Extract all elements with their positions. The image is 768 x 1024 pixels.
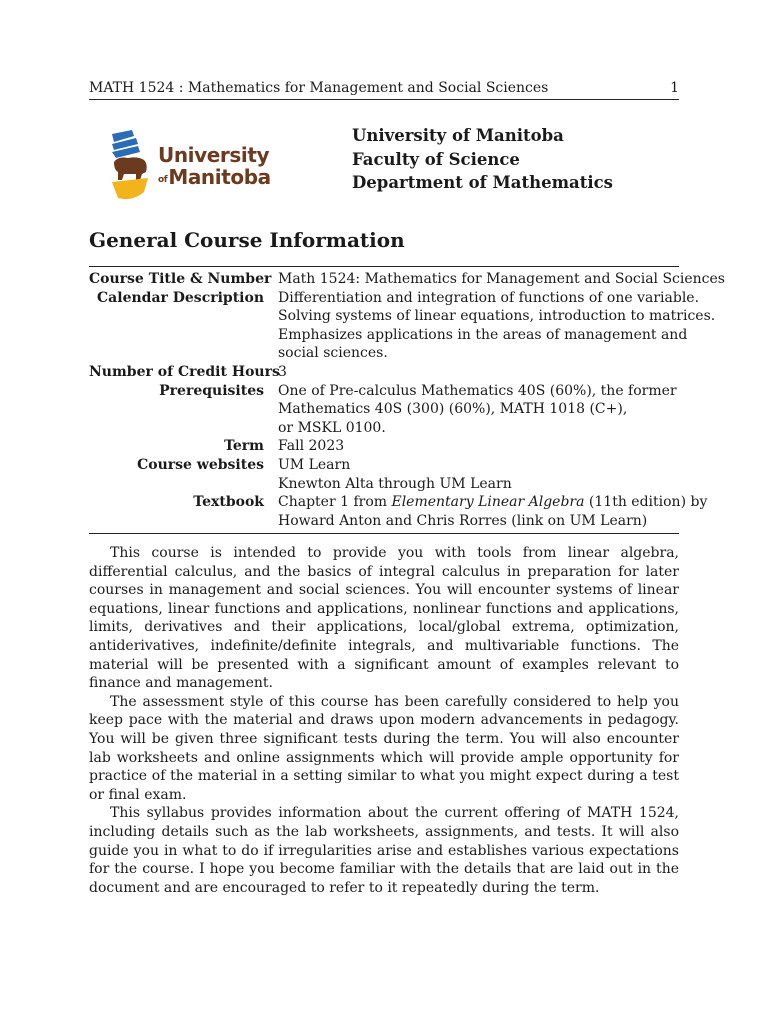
section-title: General Course Information <box>89 228 405 252</box>
info-line: Howard Anton and Chris Rorres (link on UM Learn) <box>278 512 648 529</box>
info-label: Textbook <box>193 494 264 511</box>
textbook-prefix: Chapter 1 from <box>278 494 392 511</box>
info-line: Solving systems of linear equations, introduction to matrices. <box>278 308 716 325</box>
info-line: Differentiation and integration of functions of one variable. <box>278 289 700 306</box>
textbook-title: Elementary Linear Algebra <box>391 494 585 511</box>
institution-block <box>352 124 613 195</box>
info-row <box>89 270 725 289</box>
info-value <box>278 270 725 289</box>
info-row-textbook <box>89 493 708 530</box>
faculty-name: Faculty of Science <box>352 149 520 169</box>
course-description <box>89 544 679 897</box>
page-number: 1 <box>670 80 679 96</box>
department-name: Department of Mathematics <box>352 173 613 192</box>
info-line: social sciences. <box>278 345 388 362</box>
logo-bison <box>114 157 147 180</box>
info-value <box>278 437 679 456</box>
logo-word-of: of <box>158 175 168 185</box>
info-label: Number of Credit Hours <box>89 363 280 380</box>
paragraph: This course is intended to provide you with tools from linear algebra, differential calculus, and the basics of integral calculus in preparation for later courses in management and social sciences. You will encounter systems of linear equations, linear functions and applications, nonlinear functions and applications, limits, derivatives and their applications, local/global extrema, optimization, antiderivatives, indefinite/definite integrals, and multivariable functions. The material will be presented with a significant amount of examples relevant to finance and management. <box>89 545 679 692</box>
university-logo <box>108 128 271 204</box>
info-line: or MSKL 0100. <box>278 419 386 436</box>
info-label: Prerequisites <box>159 382 264 399</box>
info-row <box>89 456 679 493</box>
paragraph: The assessment style of this course has been carefully considered to help you keep pace with the material and draws upon modern advancements in pedagogy. You will be given three significant tests during the term. You will also encounter lab worksheets and online assignments which will provide ample opportunity for practice of the material in a setting similar to what you might expect during a test or final exam. <box>89 693 679 803</box>
info-value <box>278 493 708 530</box>
info-line: One of Pre-calculus Mathematics 40S (60%), the former <box>278 382 677 399</box>
info-value <box>278 289 716 363</box>
logo-word-manitoba: Manitoba <box>168 165 271 189</box>
info-line: Fall 2023 <box>278 438 345 455</box>
info-line: Mathematics 40S (300) (60%), MATH 1018 (C+), <box>278 401 628 418</box>
university-name: University of Manitoba <box>352 126 564 145</box>
textbook-suffix: (11th edition) by <box>584 494 708 511</box>
info-line: Emphasizes applications in the areas of management and <box>278 326 688 343</box>
info-value <box>278 363 679 382</box>
info-row <box>89 289 716 363</box>
info-label: Course websites <box>137 456 264 473</box>
info-value <box>278 382 679 438</box>
logo-word-university: University <box>158 143 270 167</box>
info-line: 3 <box>278 363 287 380</box>
header-course-line: MATH 1524 : Mathematics for Management and Social Sciences <box>89 80 549 96</box>
info-line: Math 1524: Mathematics for Management and Social Sciences <box>278 271 725 287</box>
info-row <box>89 382 679 438</box>
info-row <box>89 437 679 456</box>
info-line: UM Learn <box>278 456 351 473</box>
info-value <box>278 456 679 493</box>
info-line <box>278 493 708 512</box>
info-row <box>89 363 679 382</box>
logo-gold-base <box>112 178 148 199</box>
info-label: Term <box>224 438 264 455</box>
bison-shield-icon <box>108 128 156 204</box>
course-info-table <box>89 266 725 534</box>
info-label: Course Title & Number <box>89 271 272 287</box>
running-header <box>89 78 679 100</box>
logo-wordmark <box>158 144 271 191</box>
info-line: Knewton Alta through UM Learn <box>278 475 512 492</box>
paragraph: This syllabus provides information about the current offering of MATH 1524, including details such as the lab worksheets, assignments, and tests. It will also guide you in what to do if irregularities arise and establishes various expectations for the course. I hope you become familiar with the details that are laid out in the document and are encouraged to refer to it repeatedly during the term. <box>89 805 679 896</box>
info-label: Calendar Description <box>97 289 264 306</box>
